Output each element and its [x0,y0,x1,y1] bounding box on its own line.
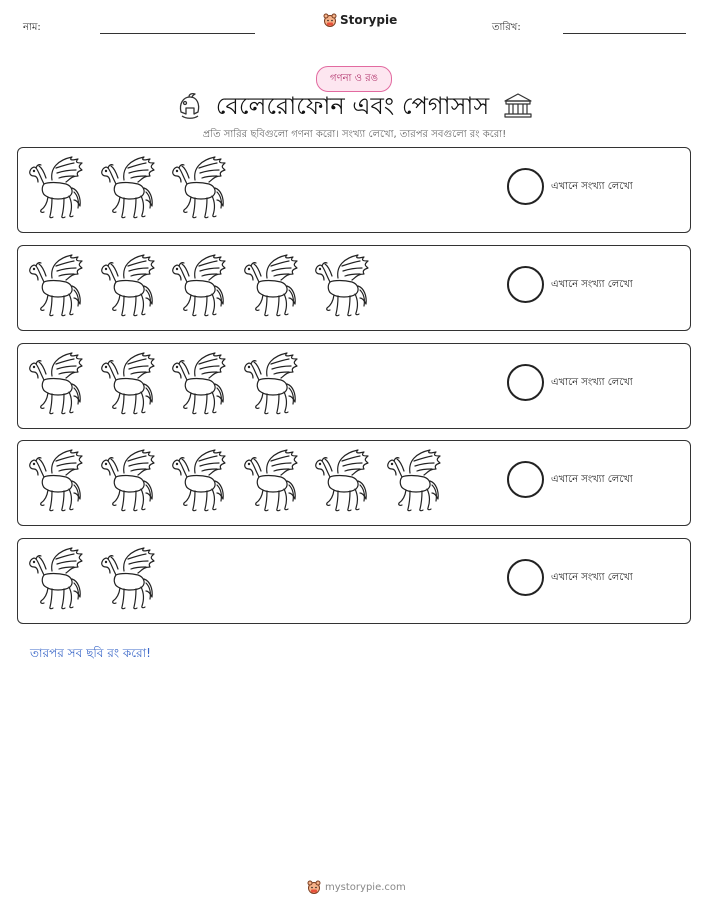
counting-row [17,538,691,624]
pegasus-icon [171,252,227,320]
storypie-logo-icon [307,880,321,894]
instructions: প্রতি সারির ছবিগুলো গণনা করো। সংখ্যা লেখো, তারপর সবগুলো রং করো! [202,129,507,140]
answer-label: এখানে সংখ্যা লেখো [551,279,633,290]
row-pictures [28,447,457,519]
row-pictures [28,350,314,422]
answer-label: এখানে সংখ্যা লেখো [551,474,633,485]
page-title: বেলেরোফোন এবং পেগাসাস [215,92,490,120]
pegasus-icon [314,252,370,320]
pegasus-icon [28,154,84,222]
footer-url: mystorypie.com [325,881,406,893]
brand [323,13,397,27]
storypie-logo-icon [323,13,337,27]
answer-circle[interactable] [507,266,544,303]
counting-row [17,343,691,429]
pegasus-icon [28,350,84,418]
row-pictures [28,545,171,617]
category-badge: গণনা ও রঙ [316,66,392,92]
pegasus-icon [28,252,84,320]
pegasus-icon [100,545,156,613]
pegasus-icon [314,447,370,515]
pegasus-icon [100,447,156,515]
pegasus-icon [243,447,299,515]
pegasus-icon [243,252,299,320]
bottom-note: তারপর সব ছবি রং করো! [30,646,151,660]
pegasus-icon [171,154,227,222]
answer-label: এখানে সংখ্যা লেখো [551,377,633,388]
answer-label: এখানে সংখ্যা লেখো [551,181,633,192]
pegasus-icon [28,545,84,613]
counting-row [17,147,691,233]
pegasus-icon [28,447,84,515]
counting-row [17,440,691,526]
row-pictures [28,252,386,324]
brand-name: Storypie [340,13,398,27]
row-pictures [28,154,243,226]
pegasus-icon [100,252,156,320]
title-row [0,90,709,122]
answer-circle[interactable] [507,559,544,596]
pegasus-icon [171,447,227,515]
answer-circle[interactable] [507,364,544,401]
answer-circle[interactable] [507,168,544,205]
answer-circle[interactable] [507,461,544,498]
pegasus-icon [100,154,156,222]
answer-label: এখানে সংখ্যা লেখো [551,572,633,583]
temple-icon [503,92,533,120]
helmet-icon [176,92,202,120]
pegasus-icon [386,447,442,515]
name-label: নাম: [23,22,41,33]
counting-row [17,245,691,331]
date-label: তারিখ: [492,22,521,33]
pegasus-icon [100,350,156,418]
pegasus-icon [171,350,227,418]
footer [307,880,406,894]
pegasus-icon [243,350,299,418]
name-line[interactable] [100,33,255,34]
date-line[interactable] [563,33,686,34]
